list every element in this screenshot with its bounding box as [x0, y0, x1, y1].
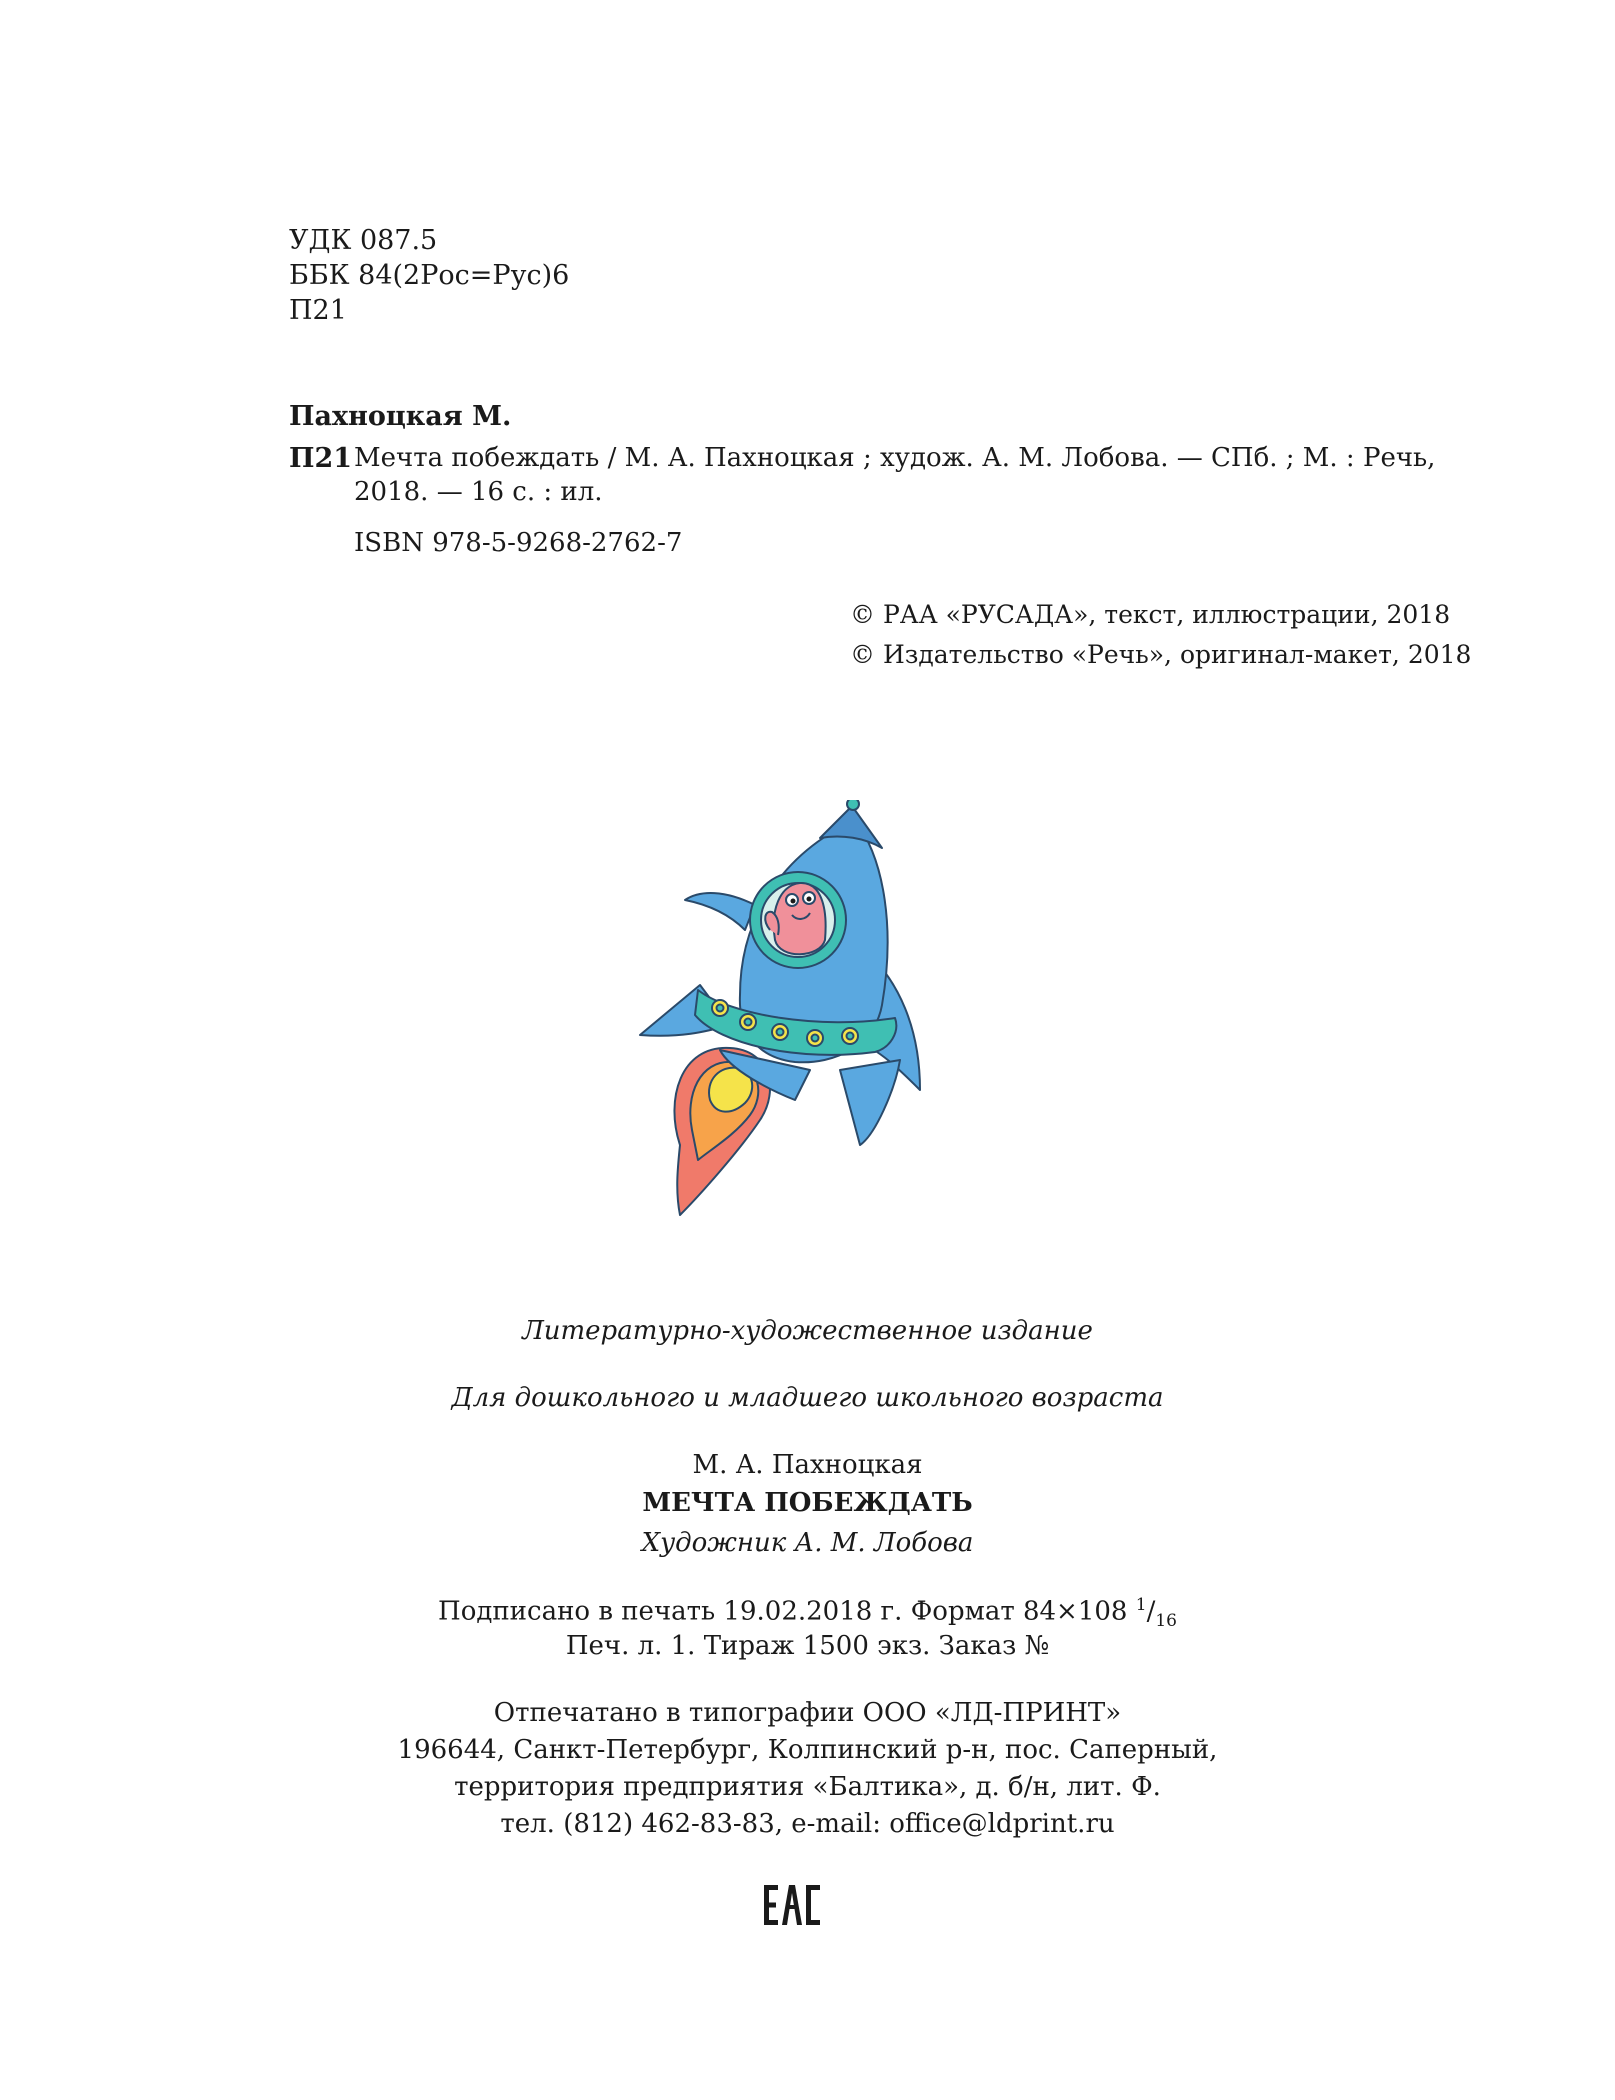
signed-to-print-text: Подписано в печать 19.02.2018 г. Формат 84×108: [438, 1596, 1136, 1627]
catalog-mark: П21: [289, 443, 353, 474]
format-slash: /: [1146, 1596, 1156, 1627]
udk-code: УДК 087.5: [289, 225, 438, 256]
printer-line-1: Отпечатано в типографии ООО «ЛД-ПРИНТ»: [493, 1698, 1122, 1728]
audience-line: Для дошкольного и младшего школьного возраста: [451, 1383, 1164, 1413]
genre-line: Литературно-художественное издание: [522, 1316, 1093, 1346]
signed-to-print-line: [0, 1597, 1615, 1630]
isbn: ISBN 978-5-9268-2762-7: [354, 528, 683, 558]
print-details: Печ. л. 1. Тираж 1500 экз. Заказ №: [565, 1631, 1050, 1661]
format-denominator: 16: [1155, 1610, 1177, 1631]
imprint-author: М. А. Пахноцкая: [692, 1450, 923, 1480]
copyright-line-2: © Издательство «Речь», оригинал-макет, 2018: [850, 640, 1472, 669]
printer-line-4: тел. (812) 462-83-83, e-mail: office@ldprint.ru: [500, 1809, 1115, 1839]
catalog-description-line1: Мечта побеждать / М. А. Пахноцкая ; худож. А. М. Лобова. — СПб. ; М. : Речь,: [354, 443, 1436, 473]
imprint-illustrator: Художник А. М. Лобова: [641, 1528, 974, 1558]
rocket-icon: [620, 800, 950, 1220]
printer-line-3: территория предприятия «Балтика», д. б/н, лит. Ф.: [454, 1772, 1161, 1802]
format-numerator: 1: [1135, 1595, 1147, 1615]
eac-mark-icon: [764, 1885, 820, 1925]
imprint-title: МЕЧТА ПОБЕЖДАТЬ: [642, 1488, 973, 1518]
bbk-code: ББК 84(2Рос=Рус)6: [289, 260, 570, 291]
printer-line-2: 196644, Санкт-Петербург, Колпинский р-н, пос. Саперный,: [397, 1735, 1218, 1765]
copyright-line-1: © РАА «РУСАДА», текст, иллюстрации, 2018: [850, 600, 1451, 629]
author-mark: П21: [289, 295, 347, 326]
author-heading: Пахноцкая М.: [289, 401, 512, 432]
catalog-description-line2: 2018. — 16 с. : ил.: [354, 477, 603, 507]
